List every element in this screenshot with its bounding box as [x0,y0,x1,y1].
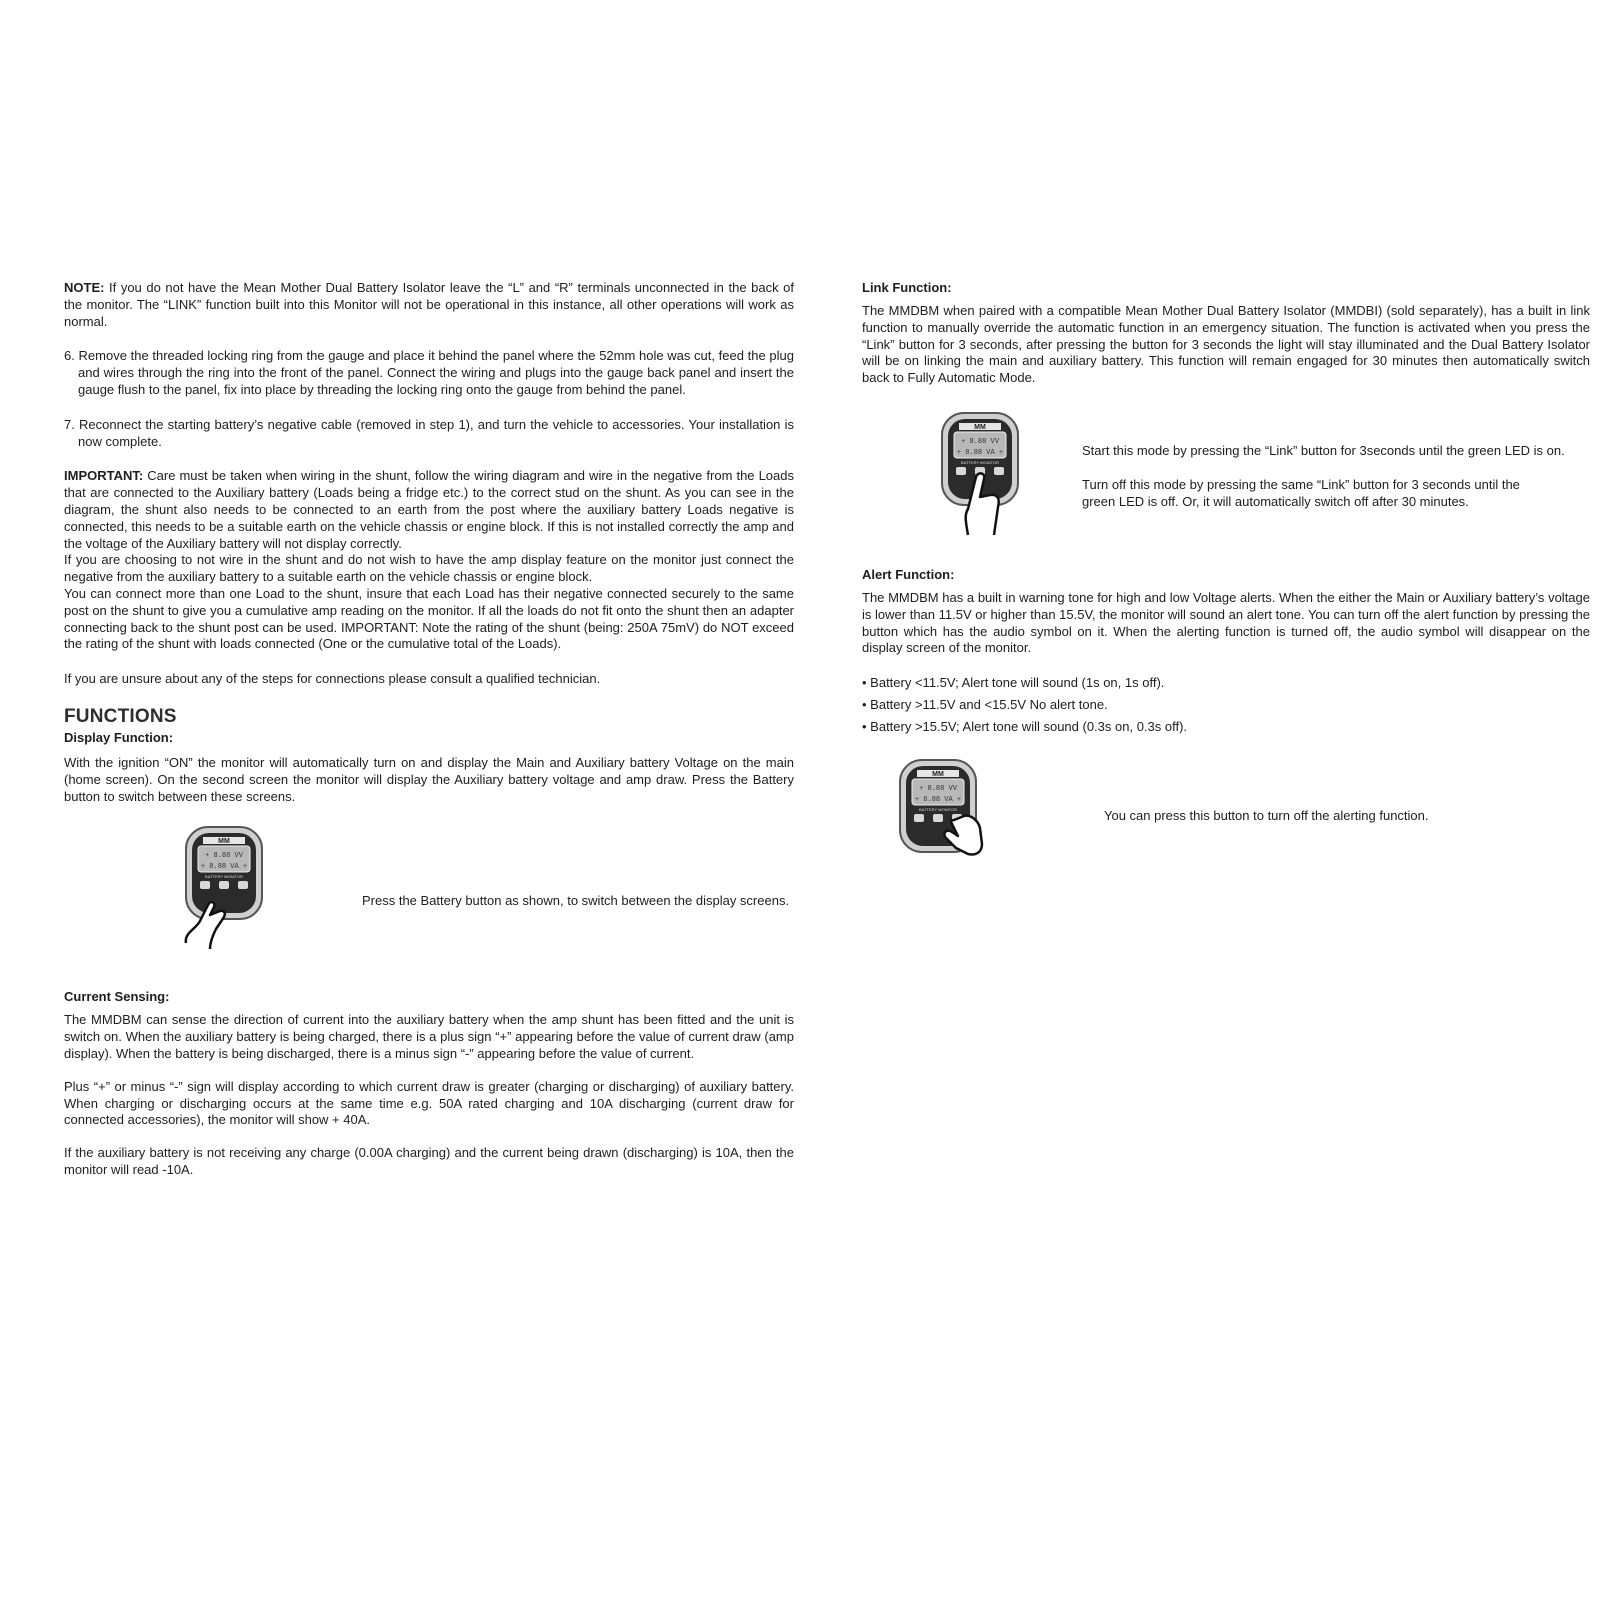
important-label: IMPORTANT: [64,468,144,484]
battery-monitor-link-illustration [940,411,1026,537]
device-screen-row-2: + 8.88 VA + [200,863,248,872]
functions-heading: FUNCTIONS [64,705,177,727]
device-logo: MM [974,423,986,431]
display-function-heading: Display Function: [64,729,174,745]
battery-monitor-alert-illustration [898,758,984,884]
link-function-figure [862,407,1590,555]
device-screen-row-1: + 8.88 VV [919,784,957,793]
link-function-caption-2: Turn off this mode by pressing the same “Link” button for 3 seconds until the green LED is off. Or, it will automatically switch off after 30 minutes. [1082,476,1520,509]
battery-monitor-illustration [184,825,270,951]
alert-function-figure [862,758,1590,878]
link-function-heading: Link Function: [862,280,952,295]
current-sensing-paragraph-1: The MMDBM can sense the direction of current into the auxiliary battery when the amp shunt has been fitted and the unit is switch on. When the auxiliary battery is being charged, there is a plus sign “+” appearing before the value of current draw (amp display). When the battery is being discharged, there is a minus sign “-” appearing before the value of current. [64,1012,794,1061]
device-brand-label: BATTERY MONITOR [961,459,999,465]
alert-thresholds-list [862,675,1590,735]
device-screen-row-1: + 8.88 VV [961,437,999,446]
unsure-note: If you are unsure about any of the steps for connections please consult a qualified technician. [64,671,601,687]
display-function-caption: Press the Battery button as shown, to switch between the display screens. [362,893,790,909]
alert-function-heading: Alert Function: [862,566,955,582]
alert-function-caption: You can press this button to turn off the alerting function. [1104,807,1429,823]
important-paragraph [64,468,794,552]
device-logo: MM [218,838,230,846]
current-sensing-heading: Current Sensing: [64,989,170,1005]
device-screen-row-1: + 8.88 VV [205,852,243,861]
list-item: • Battery >15.5V; Alert tone will sound (0.3s on, 0.3s off). [862,718,1188,734]
display-function-text: With the ignition “ON” the monitor will automatically turn on and display the Main and Auxiliary battery Voltage on the main (home screen). On the second screen the monitor will display the Auxiliary battery voltage and amp draw. Press the Battery button to switch between these screens. [64,754,794,804]
current-sensing-paragraph-3: If the auxiliary battery is not receiving any charge (0.00A charging) and the current being drawn (discharging) is 10A, then the monitor will read -10A. [64,1145,794,1177]
important-paragraph-3: You can connect more than one Load to the shunt, insure that each Load has their negative connected securely to the same post on the shunt to give you a cumulative amp reading on the monitor. If all the loads do not fit onto the shunt then an adapter connecting back to the shunt post can be used. IMPORTANT: Note the rating of the shunt (being: 250A 75mV) do NOT exceed the rating of the shunt with loads connected (One or the cumulative total of the Loads). [64,585,794,652]
important-text: Care must be taken when wiring in the shunt, follow the wiring diagram and wire in the negative from the Loads that are connected to the Auxiliary battery (Loads being a fridge etc.) to the correct stud on the shunt. As you can see in the diagram, the shunt also needs to be connected to an earth from the post where the auxiliary battery Loads negative is connected, this needs to be a suitable earth on the vehicle chassis or engine block. If this is not installed correctly the amp and the voltage of the Auxiliary battery will not display correctly. [64,468,794,551]
list-item: • Battery <11.5V; Alert tone will sound (1s on, 1s off). [862,675,1165,691]
link-function-caption-1: Start this mode by pressing the “Link” button for 3seconds until the green LED is on. [1082,442,1565,458]
device-brand-label: BATTERY MONITOR [205,874,243,880]
device-logo: MM [932,770,944,778]
note-paragraph [64,280,794,330]
left-column [64,280,794,1179]
current-sensing-paragraph-2: Plus “+” or minus “-” sign will display according to which current draw is greater (charging or discharging) of auxiliary battery. When charging or discharging occurs at the same time e.g. 50A rated charging and 10A discharging (current draw for connected accessories), the monitor will show + 40A. [64,1078,794,1128]
note-text: If you do not have the Mean Mother Dual Battery Isolator leave the “L” and “R” terminals unconnected in the back of the monitor. The “LINK” function built into this Monitor will not be operational in this instance, all other operations will work as normal. [64,280,794,329]
device-brand-label: BATTERY MONITOR [919,806,957,812]
link-function-text: The MMDBM when paired with a compatible Mean Mother Dual Battery Isolator (MMDBI) (sold separately), has a built in link function to manually override the automatic function in an emergency situation. The function is activated when you press the “Link” button for 3 seconds, after pressing the button for 3 seconds the light will stay illuminated and the Dual Battery Isolator will be on linking the main and auxiliary battery. This function will remain engaged for 30 minutes then automatically switch back to Fully Automatic Mode. [862,303,1590,386]
display-function-figure [64,805,794,981]
right-column [862,280,1590,878]
note-label: NOTE: [64,280,105,295]
device-screen-row-2: + 8.88 VA + [914,795,962,804]
device-screen-row-2: + 8.88 VA + [956,448,1004,457]
step-6: 6. Remove the threaded locking ring from the gauge and place it behind the panel where the 52mm hole was cut, feed the plug and wires through the ring into the front of the panel. Connect the wiring and plugs into the gauge back panel and insert the gauge flush to the panel, fix into place by threading the locking ring onto the gauge from behind the panel. [64,348,794,397]
important-paragraph-2: If you are choosing to not wire in the shunt and do not wish to have the amp display feature on the monitor just connect the negative from the auxiliary battery to a suitable earth on the vehicle chassis or engine block. [64,552,794,585]
step-7: 7. Reconnect the starting battery’s negative cable (removed in step 1), and turn the vehicle to accessories. Your installation is now complete. [64,416,794,449]
alert-function-text: The MMDBM has a built in warning tone for high and low Voltage alerts. When the either the Main or Auxiliary battery’s voltage is lower than 11.5V or higher than 15.5V, the monitor will sound an alert tone. You can turn off the alert function by pressing the button which has the audio symbol on it. When the alerting function is turned off, the audio symbol will disappear on the display screen of the monitor. [862,589,1590,656]
list-item: • Battery >11.5V and <15.5V No alert tone. [862,696,1108,712]
